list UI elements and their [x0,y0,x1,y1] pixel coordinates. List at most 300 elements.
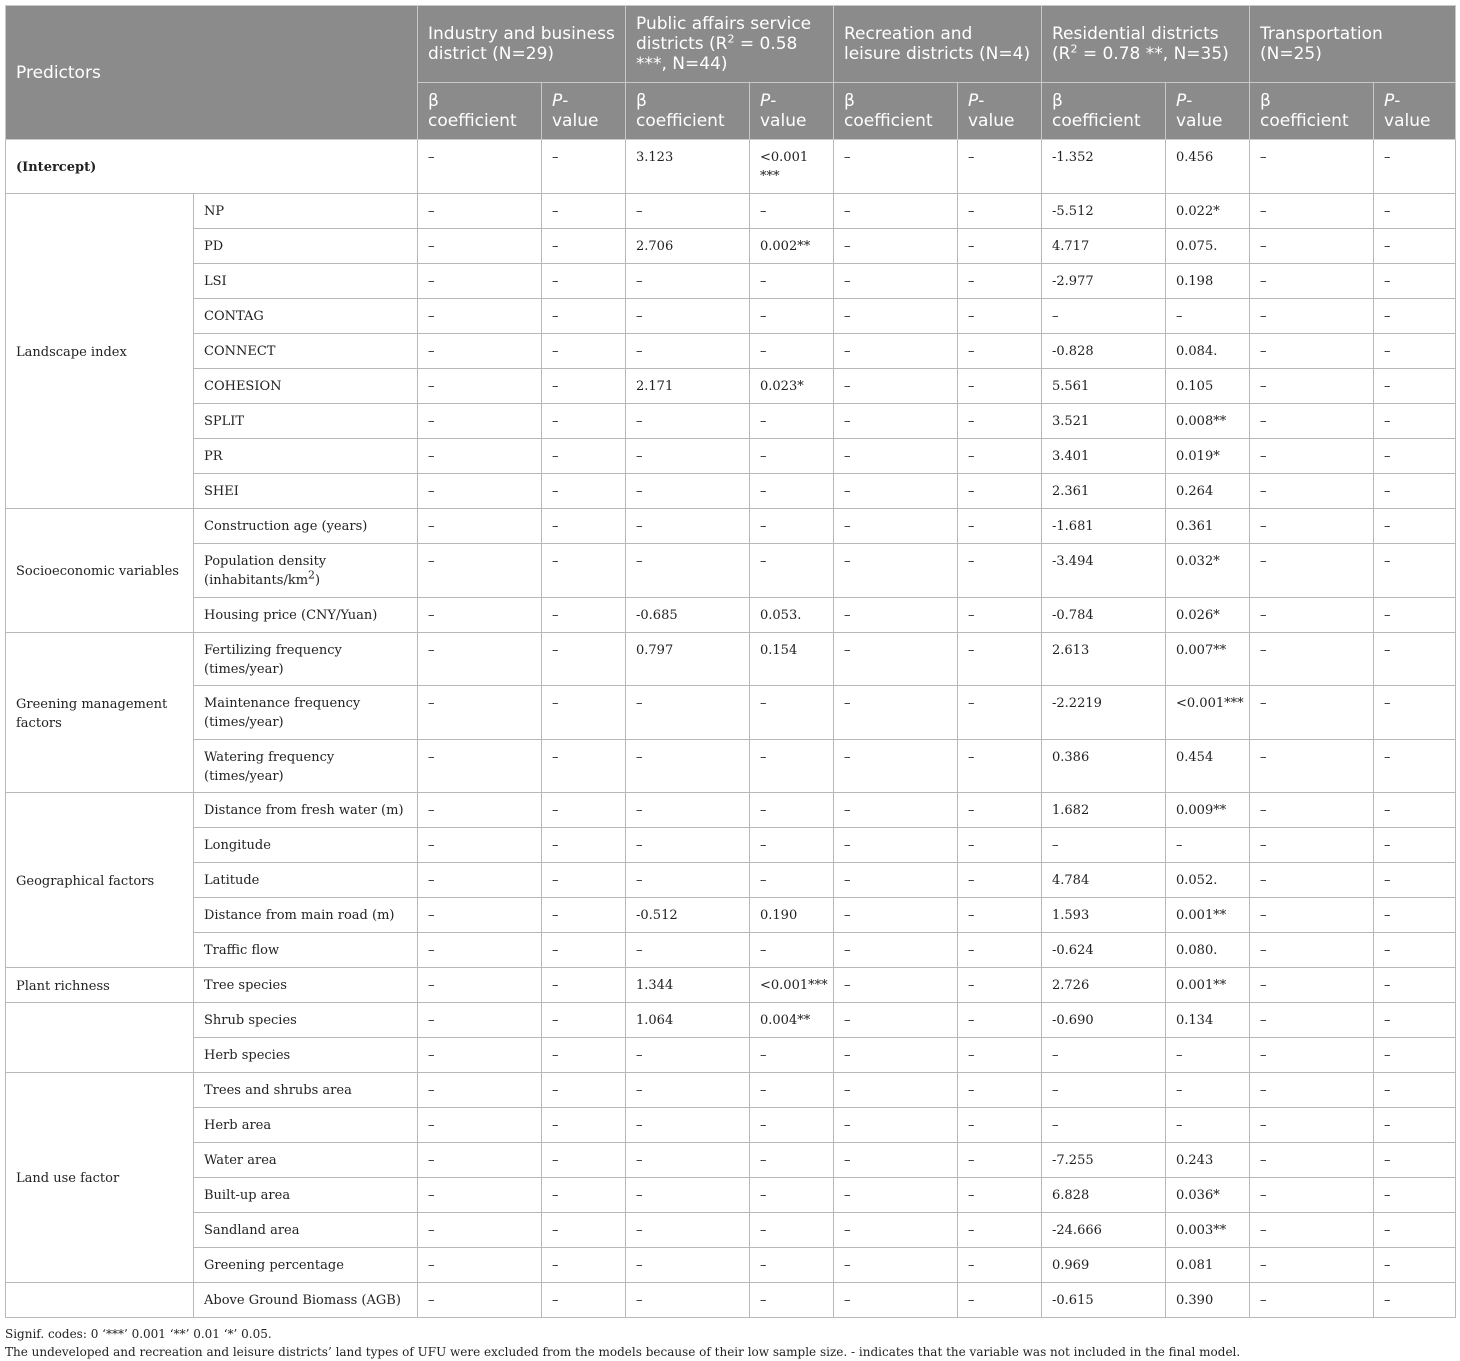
beta-cell: – [834,598,958,633]
beta-cell: – [626,686,750,740]
p-value-cell: – [1166,1108,1250,1143]
beta-cell: 1.593 [1042,898,1166,933]
p-value-cell: – [958,968,1042,1003]
beta-cell: – [626,509,750,544]
p-value-header [1374,83,1456,140]
variable-label: Above Ground Biomass (AGB) [194,1283,418,1318]
p-value-cell: – [750,1073,834,1108]
beta-cell: – [1250,1038,1374,1073]
beta-cell: – [626,1283,750,1318]
p-rest: - value [1384,91,1431,131]
p-value-cell: – [1374,264,1456,299]
p-value-cell: 0.009** [1166,793,1250,828]
variable-label: Distance from main road (m) [194,898,418,933]
beta-cell: – [626,264,750,299]
beta-cell: -7.255 [1042,1143,1166,1178]
p-value-cell: – [1374,1038,1456,1073]
beta-cell: 1.064 [626,1003,750,1038]
variable-label: NP [194,194,418,229]
beta-cell: – [626,1213,750,1248]
beta-cell: – [418,509,542,544]
p-value-cell: – [958,1003,1042,1038]
beta-cell: – [418,299,542,334]
p-value-cell: – [750,1143,834,1178]
p-value-cell: – [1374,1108,1456,1143]
beta-cell: -3.494 [1042,544,1166,598]
beta-cell: – [834,1143,958,1178]
table-row [6,1038,1456,1073]
p-value-header [750,83,834,140]
p-value-cell: – [750,793,834,828]
p-letter: P [760,91,771,111]
p-value-cell: – [542,1038,626,1073]
p-value-cell: – [542,1283,626,1318]
variable-label: Longitude [194,828,418,863]
p-value-cell: 0.022* [1166,194,1250,229]
p-value-cell: – [542,598,626,633]
beta-cell: – [1250,1283,1374,1318]
p-value-cell: – [542,264,626,299]
variable-label: Watering frequency (times/year) [194,740,418,793]
intercept-label: (Intercept) [6,140,418,194]
p-value-cell: – [958,474,1042,509]
beta-cell: – [418,1003,542,1038]
p-rest: - value [968,91,1015,131]
p-value-cell: – [1374,140,1456,194]
p-value-cell: – [750,264,834,299]
p-rest: - value [760,91,807,131]
beta-cell: – [1250,369,1374,404]
group-label-agb-group [6,1283,194,1318]
beta-cell: – [626,404,750,439]
p-value-cell: – [958,933,1042,968]
p-value-cell: 0.080. [1166,933,1250,968]
p-value-cell: – [750,1213,834,1248]
p-value-cell: – [750,1248,834,1283]
beta-cell: – [1042,828,1166,863]
p-value-cell: – [958,369,1042,404]
table-row [6,544,1456,598]
table-row [6,334,1456,369]
p-value-cell: – [1166,1073,1250,1108]
beta-cell: 6.828 [1042,1178,1166,1213]
variable-label: Tree species [194,968,418,1003]
beta-cell: 2.361 [1042,474,1166,509]
p-value-cell: – [542,740,626,793]
p-letter: P [552,91,563,111]
beta-cell: -0.690 [1042,1003,1166,1038]
signif-codes-note: Signif. codes: 0 ‘***’ 0.001 ‘**’ 0.01 ‘*’ 0.05. [5,1327,272,1341]
p-value-cell: – [542,140,626,194]
beta-cell: – [1250,544,1374,598]
variable-label: COHESION [194,369,418,404]
beta-cell: – [834,474,958,509]
p-value-cell: – [958,299,1042,334]
beta-cell: – [834,229,958,264]
beta-cell: – [626,544,750,598]
p-value-cell: – [958,264,1042,299]
beta-cell: – [834,968,958,1003]
beta-cell: – [1250,793,1374,828]
variable-label [194,544,418,598]
p-value-cell: – [750,299,834,334]
table-row [6,1213,1456,1248]
beta-cell: – [1250,633,1374,686]
group-header-industry [418,6,626,83]
beta-cell: 2.726 [1042,968,1166,1003]
table-row [6,369,1456,404]
p-value-cell: <0.001*** [750,968,834,1003]
variable-label: Construction age (years) [194,509,418,544]
p-value-cell: – [1374,1143,1456,1178]
p-value-cell: – [958,740,1042,793]
table-row [6,740,1456,793]
beta-cell: – [1250,229,1374,264]
table-row [6,474,1456,509]
p-value-cell: – [1374,229,1456,264]
beta-cell: – [834,1213,958,1248]
beta-cell: – [418,686,542,740]
p-value-cell: – [958,633,1042,686]
beta-cell: – [418,1038,542,1073]
p-value-cell: 0.026* [1166,598,1250,633]
beta-cell: 1.344 [626,968,750,1003]
p-value-cell: 0.007** [1166,633,1250,686]
beta-cell: -2.977 [1042,264,1166,299]
p-letter: P [1176,91,1187,111]
p-value-cell: – [958,1248,1042,1283]
p-value-cell: – [750,740,834,793]
p-value-cell: – [958,863,1042,898]
p-value-cell: <0.001 *** [750,140,834,194]
variable-label: Herb area [194,1108,418,1143]
p-value-cell: – [542,404,626,439]
group-header-transportation [1250,6,1456,83]
variable-label: Herb species [194,1038,418,1073]
table-row [6,933,1456,968]
p-value-cell: – [542,793,626,828]
beta-cell: – [1250,1108,1374,1143]
beta-cell: – [834,299,958,334]
p-value-cell: 0.190 [750,898,834,933]
p-value-cell: – [1374,1003,1456,1038]
p-value-cell: – [542,439,626,474]
group-header-public-affairs [626,6,834,83]
beta-cell: 4.717 [1042,229,1166,264]
group-title: Public affairs service districts (R [636,14,812,54]
beta-cell: 2.613 [1042,633,1166,686]
group-label-geographical-factors: Geographical factors [6,793,194,968]
table-row [6,793,1456,828]
exclusion-note: The undeveloped and recreation and leisure districts’ land types of UFU were excluded from the models because of their low sample size. - indicates that the variable was not included in the final model. [5,1345,1241,1359]
beta-cell: – [1250,474,1374,509]
p-value-cell: – [958,229,1042,264]
group-label-socioeconomic-variables: Socioeconomic variables [6,509,194,633]
p-value-cell: 0.052. [1166,863,1250,898]
beta-cell: – [834,1108,958,1143]
p-value-cell: – [542,686,626,740]
p-value-cell: – [958,1143,1042,1178]
p-value-cell: – [958,194,1042,229]
p-value-cell: – [1374,968,1456,1003]
variable-label: Shrub species [194,1003,418,1038]
beta-cell: – [626,1108,750,1143]
p-value-cell: – [958,1283,1042,1318]
p-value-cell: – [958,686,1042,740]
beta-cell: 0.386 [1042,740,1166,793]
beta-cell: 0.969 [1042,1248,1166,1283]
p-value-cell: – [1374,404,1456,439]
table-row [6,509,1456,544]
beta-cell: – [418,828,542,863]
beta-cell: – [834,1038,958,1073]
p-value-cell: – [1374,740,1456,793]
p-value-header [542,83,626,140]
beta-cell: – [1250,1003,1374,1038]
group-title: Transportation (N=25) [1260,24,1383,64]
table-row [6,1283,1456,1318]
beta-cell: -0.784 [1042,598,1166,633]
beta-cell: 2.706 [626,229,750,264]
group-title: Residential districts (R [1052,24,1219,64]
p-value-cell: – [1374,793,1456,828]
beta-cell: -0.615 [1042,1283,1166,1318]
p-rest: - value [552,91,599,131]
p-value-cell: 0.084. [1166,334,1250,369]
beta-cell: – [1042,1038,1166,1073]
p-value-cell: – [750,439,834,474]
p-value-cell: – [750,1038,834,1073]
p-value-cell: – [542,633,626,686]
beta-cell: – [418,1143,542,1178]
beta-cell: – [418,474,542,509]
p-value-cell: – [958,1213,1042,1248]
variable-label: CONNECT [194,334,418,369]
beta-cell: – [418,1213,542,1248]
beta-header: β coefficient [834,83,958,140]
p-value-cell: – [958,439,1042,474]
beta-cell: – [1250,863,1374,898]
beta-cell: – [418,598,542,633]
p-value-cell: – [542,1108,626,1143]
beta-cell: – [1250,1143,1374,1178]
p-value-cell: – [958,509,1042,544]
table-row [6,968,1456,1003]
beta-cell: -2.2219 [1042,686,1166,740]
p-value-cell: 0.023* [750,369,834,404]
group-label-landscape-index: Landscape index [6,194,194,509]
beta-cell: – [626,740,750,793]
p-value-cell: 0.134 [1166,1003,1250,1038]
variable-label: Housing price (CNY/Yuan) [194,598,418,633]
p-value-cell: – [542,1213,626,1248]
p-value-cell: – [1374,933,1456,968]
p-value-cell: – [1374,1248,1456,1283]
variable-label-sup: 2 [308,568,316,582]
beta-cell: – [1250,1248,1374,1283]
beta-cell: – [834,863,958,898]
p-value-cell: – [542,828,626,863]
p-value-cell: – [1374,1178,1456,1213]
variable-label: Trees and shrubs area [194,1073,418,1108]
beta-cell: – [834,793,958,828]
beta-cell: – [1250,264,1374,299]
group-title-rest: = 0.78 **, N=35) [1077,44,1229,64]
p-value-cell: 0.075. [1166,229,1250,264]
p-value-cell: – [542,1003,626,1038]
beta-cell: – [626,334,750,369]
table-row [6,1248,1456,1283]
p-value-cell: – [958,828,1042,863]
beta-cell: – [1250,898,1374,933]
p-value-cell: 0.361 [1166,509,1250,544]
table-row [6,1178,1456,1213]
p-value-cell: 0.032* [1166,544,1250,598]
p-value-header [958,83,1042,140]
table-row [6,1143,1456,1178]
beta-cell: – [1250,968,1374,1003]
beta-cell: – [626,863,750,898]
beta-cell: – [418,933,542,968]
beta-cell: – [834,633,958,686]
beta-cell: – [418,1108,542,1143]
group-title-rest: = 0.58 ***, N=44) [636,34,798,74]
beta-cell: – [1250,828,1374,863]
p-value-cell: – [750,474,834,509]
table-row [6,863,1456,898]
beta-cell: 1.682 [1042,793,1166,828]
p-value-cell: 0.390 [1166,1283,1250,1318]
p-value-cell: – [1166,1038,1250,1073]
beta-cell: – [418,863,542,898]
p-value-cell: – [542,194,626,229]
group-header-recreation [834,6,1042,83]
p-value-cell: – [542,299,626,334]
p-value-cell: – [958,334,1042,369]
p-value-cell: – [1374,898,1456,933]
p-value-cell: – [1374,828,1456,863]
beta-cell: – [626,933,750,968]
beta-cell: – [626,194,750,229]
beta-cell: – [834,686,958,740]
table-row [6,686,1456,740]
p-value-header [1166,83,1250,140]
beta-cell: – [418,1283,542,1318]
beta-cell: 3.401 [1042,439,1166,474]
beta-cell: – [834,439,958,474]
table-row [6,140,1456,194]
table-row [6,299,1456,334]
beta-cell: – [626,1178,750,1213]
p-value-cell: – [542,863,626,898]
p-value-cell: – [958,544,1042,598]
beta-cell: – [834,334,958,369]
p-value-cell: – [542,369,626,404]
p-letter: P [968,91,979,111]
beta-cell: – [418,633,542,686]
table-row [6,828,1456,863]
beta-cell: – [1250,1178,1374,1213]
p-value-cell: – [750,404,834,439]
table-footnotes [5,1325,1455,1361]
table-row [6,439,1456,474]
beta-cell: – [418,740,542,793]
p-value-cell: 0.154 [750,633,834,686]
p-value-cell: – [1374,369,1456,404]
p-value-cell: – [958,1178,1042,1213]
beta-cell: – [834,1003,958,1038]
p-value-cell: – [1374,334,1456,369]
p-value-cell: – [750,828,834,863]
beta-cell: – [834,898,958,933]
beta-cell: – [1250,686,1374,740]
p-value-cell: – [958,140,1042,194]
p-value-cell: – [1374,544,1456,598]
p-value-cell: <0.001*** [1166,686,1250,740]
p-value-cell: – [958,1108,1042,1143]
group-label-land-use-factor: Land use factor [6,1073,194,1283]
beta-cell: – [834,194,958,229]
p-value-cell: 0.004** [750,1003,834,1038]
p-value-cell: – [1166,828,1250,863]
p-value-cell: 0.003** [1166,1213,1250,1248]
p-value-cell: 0.036* [1166,1178,1250,1213]
beta-cell: – [1250,933,1374,968]
p-value-cell: – [1374,633,1456,686]
beta-cell: – [418,439,542,474]
beta-cell: -5.512 [1042,194,1166,229]
beta-cell: – [1250,404,1374,439]
p-value-cell: – [1374,598,1456,633]
beta-cell: -1.352 [1042,140,1166,194]
table-row [6,1003,1456,1038]
p-value-cell: – [750,1108,834,1143]
p-value-cell: – [1374,1283,1456,1318]
beta-header: β coefficient [1250,83,1374,140]
beta-cell: – [418,1248,542,1283]
beta-cell: – [418,1073,542,1108]
variable-label: LSI [194,264,418,299]
p-value-cell: – [1374,474,1456,509]
table-body [6,140,1456,1318]
p-value-cell: – [750,1283,834,1318]
p-value-cell: 0.456 [1166,140,1250,194]
beta-cell: – [834,1283,958,1318]
beta-cell: – [834,509,958,544]
p-value-cell: – [1374,686,1456,740]
p-value-cell: – [1374,299,1456,334]
beta-cell: – [834,404,958,439]
beta-cell: – [418,793,542,828]
p-value-cell: 0.002** [750,229,834,264]
p-value-cell: – [750,194,834,229]
beta-cell: – [626,793,750,828]
beta-cell: -24.666 [1042,1213,1166,1248]
beta-cell: – [1042,1073,1166,1108]
beta-cell: 2.171 [626,369,750,404]
p-value-cell: – [750,509,834,544]
beta-cell: -0.512 [626,898,750,933]
p-value-cell: – [1374,194,1456,229]
beta-cell: – [834,1178,958,1213]
beta-cell: – [418,1178,542,1213]
p-value-cell: – [958,598,1042,633]
p-value-cell: – [542,898,626,933]
p-value-cell: – [750,1178,834,1213]
table-row [6,598,1456,633]
table-header [6,6,1456,140]
beta-cell: – [626,474,750,509]
